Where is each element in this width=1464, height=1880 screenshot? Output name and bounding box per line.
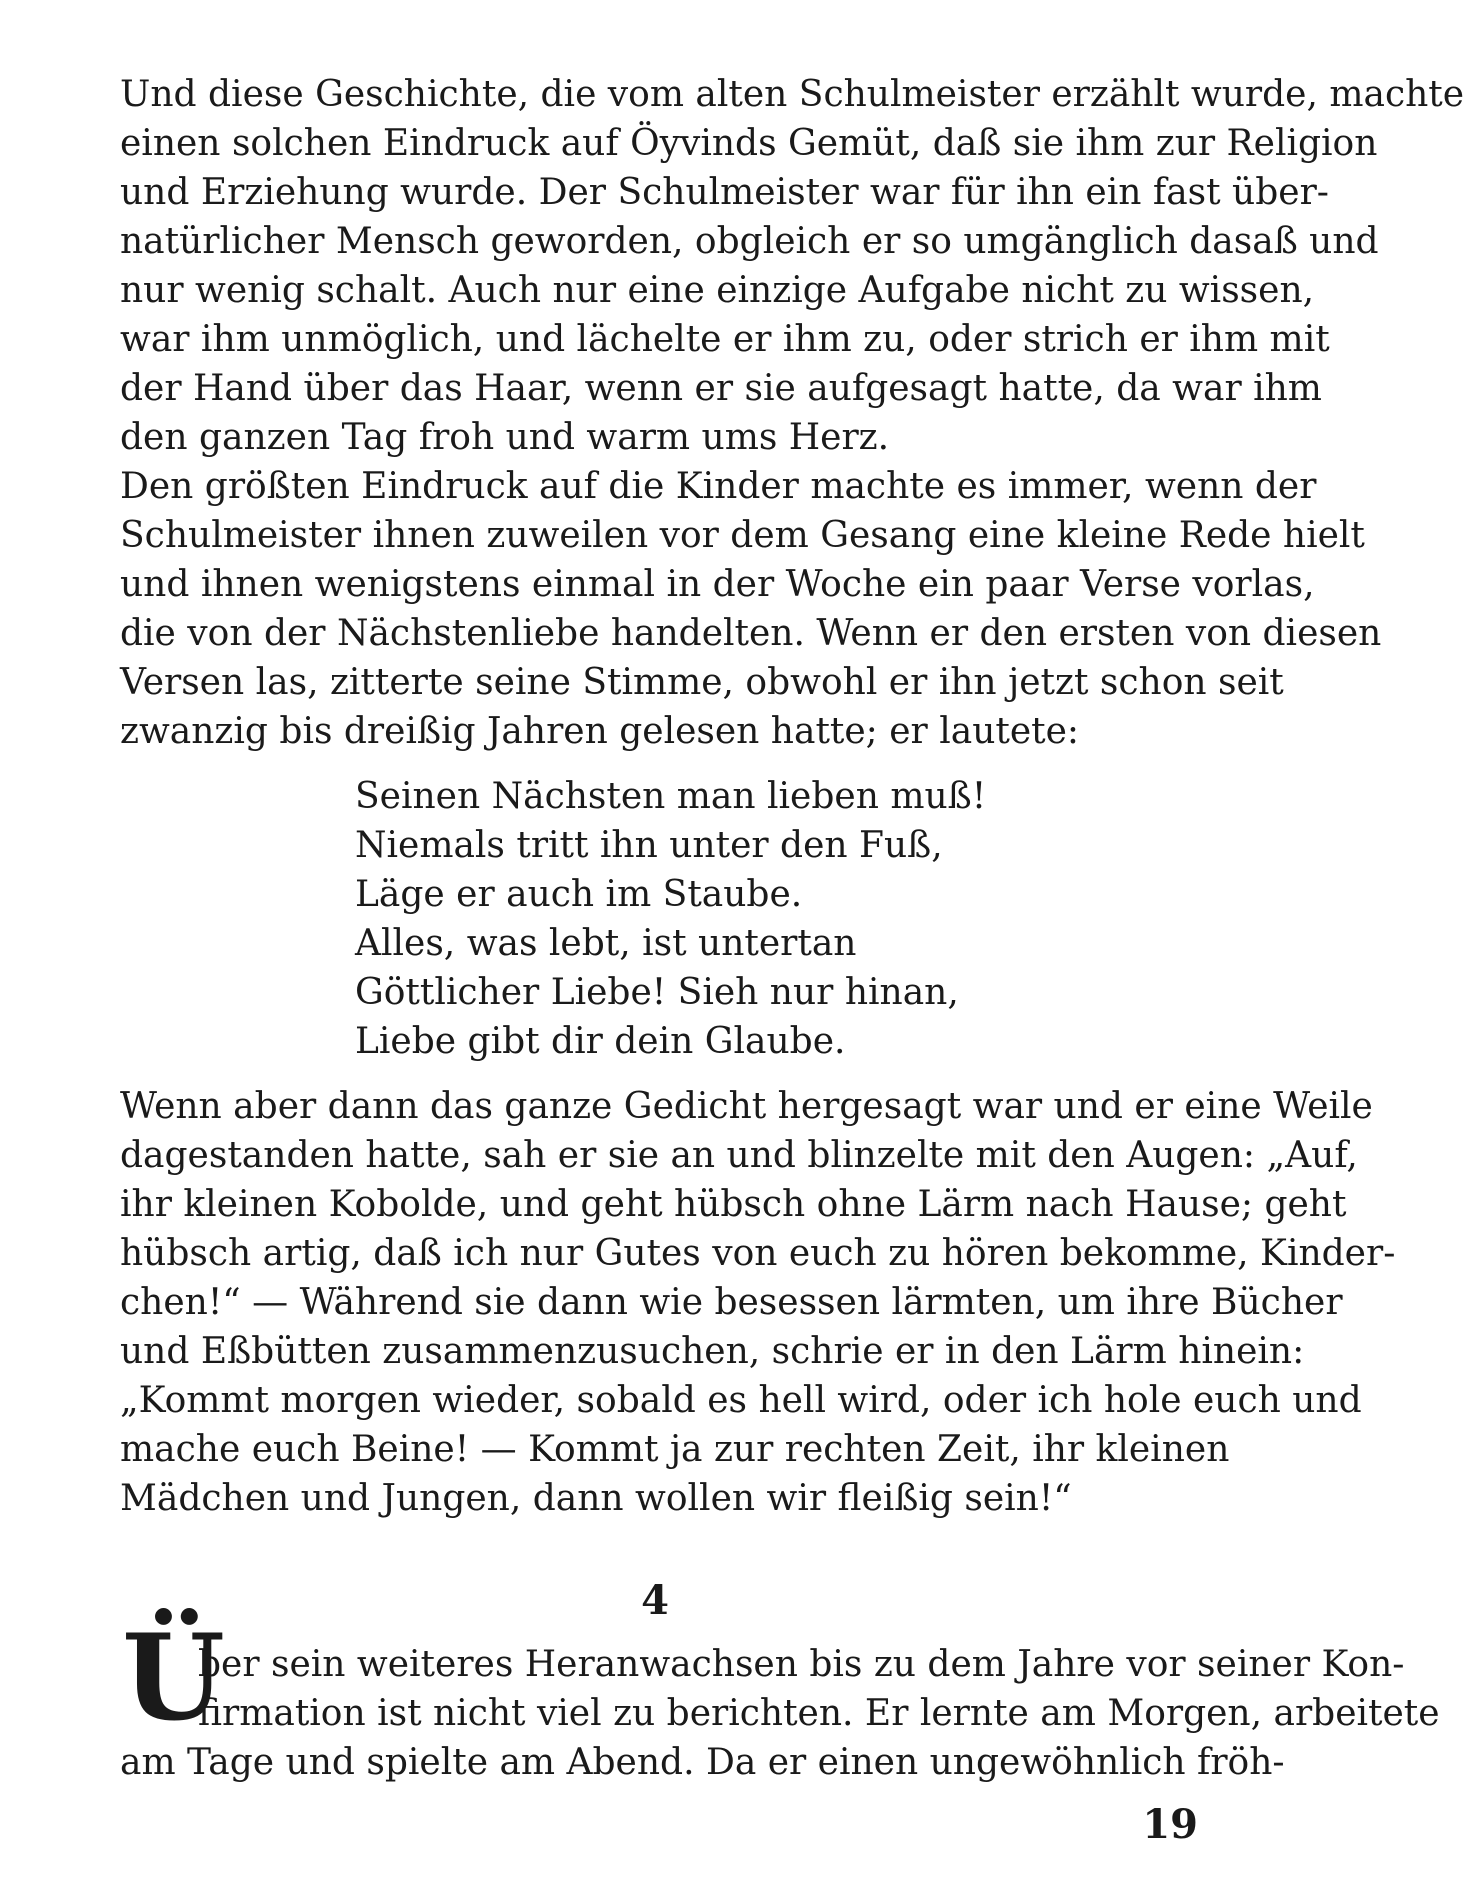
text-line: und Eßbütten zusammenzusuchen, schrie er in den Lärm hinein: [120, 1331, 1305, 1372]
chapter-number: 4 [641, 1577, 669, 1624]
verse-line: Seinen Nächsten man lieben muß! [355, 776, 987, 817]
text-line: Und diese Geschichte, die vom alten Schulmeister erzählt wurde, machte [120, 74, 1464, 115]
text-line: Mädchen und Jungen, dann wollen wir fleißig sein!“ [120, 1478, 1072, 1519]
text-line: Versen las, zitterte seine Stimme, obwohl er ihn jetzt schon seit [120, 662, 1284, 703]
text-line: natürlicher Mensch geworden, obgleich er so umgänglich dasaß und [120, 221, 1379, 262]
text-line: am Tage und spielte am Abend. Da er einen ungewöhnlich fröh- [120, 1742, 1285, 1783]
text-line: war ihm unmöglich, und lächelte er ihm zu, oder strich er ihm mit [120, 319, 1330, 360]
text-line: Schulmeister ihnen zuweilen vor dem Gesang eine kleine Rede hielt [120, 515, 1365, 556]
text-line: der Hand über das Haar, wenn er sie aufgesagt hatte, da war ihm [120, 368, 1322, 409]
text-line: die von der Nächstenliebe handelten. Wenn er den ersten von diesen [120, 613, 1382, 654]
text-line: und Erziehung wurde. Der Schulmeister war für ihn ein fast über- [120, 172, 1329, 213]
verse-line: Liebe gibt dir dein Glaube. [355, 1021, 846, 1062]
text-line: chen!“ — Während sie dann wie besessen lärmten, um ihre Bücher [120, 1282, 1343, 1323]
text-line: ihr kleinen Kobolde, und geht hübsch ohne Lärm nach Hause; geht [120, 1184, 1347, 1225]
text-line: nur wenig schalt. Auch nur eine einzige Aufgabe nicht zu wissen, [120, 270, 1315, 311]
text-line: mache euch Beine! — Kommt ja zur rechten Zeit, ihr kleinen [120, 1429, 1230, 1470]
verse-line: Alles, was lebt, ist untertan [355, 923, 857, 964]
text-line: und ihnen wenigstens einmal in der Woche ein paar Verse vorlas, [120, 564, 1315, 605]
text-line: einen solchen Eindruck auf Öyvinds Gemüt, daß sie ihm zur Religion [120, 123, 1378, 164]
text-line: ber sein weiteres Heranwachsen bis zu dem Jahre vor seiner Kon- [198, 1644, 1405, 1685]
text-line: „Kommt morgen wieder, sobald es hell wird, oder ich hole euch und [120, 1380, 1362, 1421]
text-line: Den größten Eindruck auf die Kinder machte es immer, wenn der [120, 466, 1317, 507]
text-line: zwanzig bis dreißig Jahren gelesen hatte; er lautete: [120, 711, 1080, 752]
text-line: Wenn aber dann das ganze Gedicht hergesagt war und er eine Weile [120, 1086, 1373, 1127]
text-line: den ganzen Tag froh und warm ums Herz. [120, 417, 890, 458]
text-line: hübsch artig, daß ich nur Gutes von euch zu hören bekomme, Kinder- [120, 1233, 1396, 1274]
drop-cap: Ü [122, 1608, 225, 1747]
verse-line: Läge er auch im Staube. [355, 874, 803, 915]
verse-line: Göttlicher Liebe! Sieh nur hinan, [355, 972, 959, 1013]
text-line: dagestanden hatte, sah er sie an und blinzelte mit den Augen: „Auf, [120, 1135, 1358, 1176]
verse-line: Niemals tritt ihn unter den Fuß, [355, 825, 943, 866]
text-line: firmation ist nicht viel zu berichten. Er lernte am Morgen, arbeitete [198, 1693, 1440, 1734]
page-number: 19 [1142, 1801, 1198, 1848]
